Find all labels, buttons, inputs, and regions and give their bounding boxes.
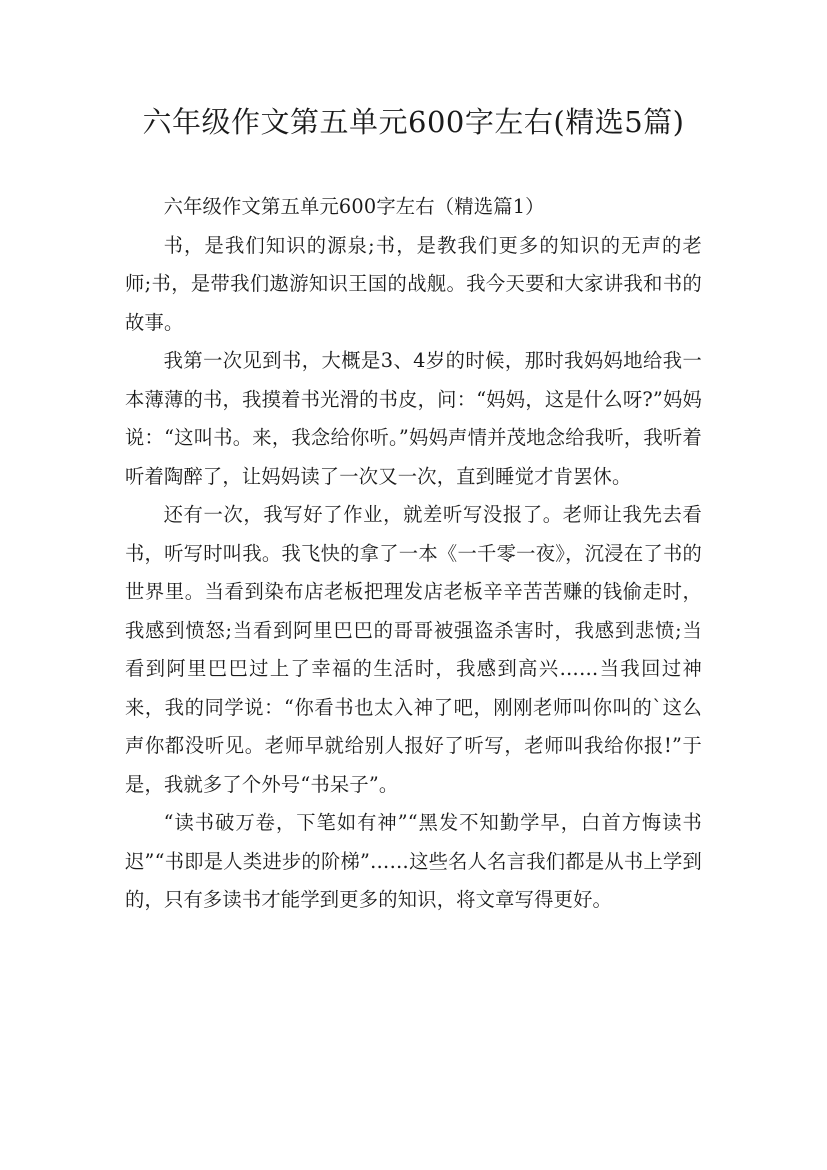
document-body: [125, 188, 702, 920]
section-heading: 六年级作文第五单元600字左右（精选篇1）: [163, 195, 545, 218]
document-title: 六年级作文第五单元600字左右(精选5篇): [142, 105, 685, 139]
paragraph: “读书破万卷，下笔如有神”“黑发不知勤学早，白首方悔读书迟”“书即是人类进步的阶梯”……这些名人名言我们都是从书上学到的，只有多读书才能学到更多的知识，将文章写得更好。: [125, 811, 702, 911]
paragraph: 我第一次见到书，大概是3、4岁的时候，那时我妈妈地给我一本薄薄的书，我摸着书光滑的书皮，问：“妈妈，这是什么呀?”妈妈说：“这叫书。来，我念给你听。”妈妈声情并茂地念给我听，我听着听着陶醉了，让妈妈读了一次又一次，直到睡觉才肯罢休。: [125, 349, 702, 488]
paragraph: 还有一次，我写好了作业，就差听写没报了。老师让我先去看书，听写时叫我。我飞快的拿了一本《一千零一夜》，沉浸在了书的世界里。当看到染布店老板把理发店老板辛辛苦苦赚的钱偷走时，我感到愤怒;当看到阿里巴巴的哥哥被强盗杀害时，我感到悲愤;当看到阿里巴巴过上了幸福的生活时，我感到高兴……当我回过神来，我的同学说：“你看书也太入神了吧，刚刚老师叫你叫的`这么声你都没听见。老师早就给别人报好了听写，老师叫我给你报!”于是，我就多了个外号“书呆子”。: [125, 503, 702, 796]
paragraph: 书，是我们知识的源泉;书，是教我们更多的知识的无声的老师;书，是带我们遨游知识王国的战舰。我今天要和大家讲我和书的故事。: [125, 233, 702, 334]
